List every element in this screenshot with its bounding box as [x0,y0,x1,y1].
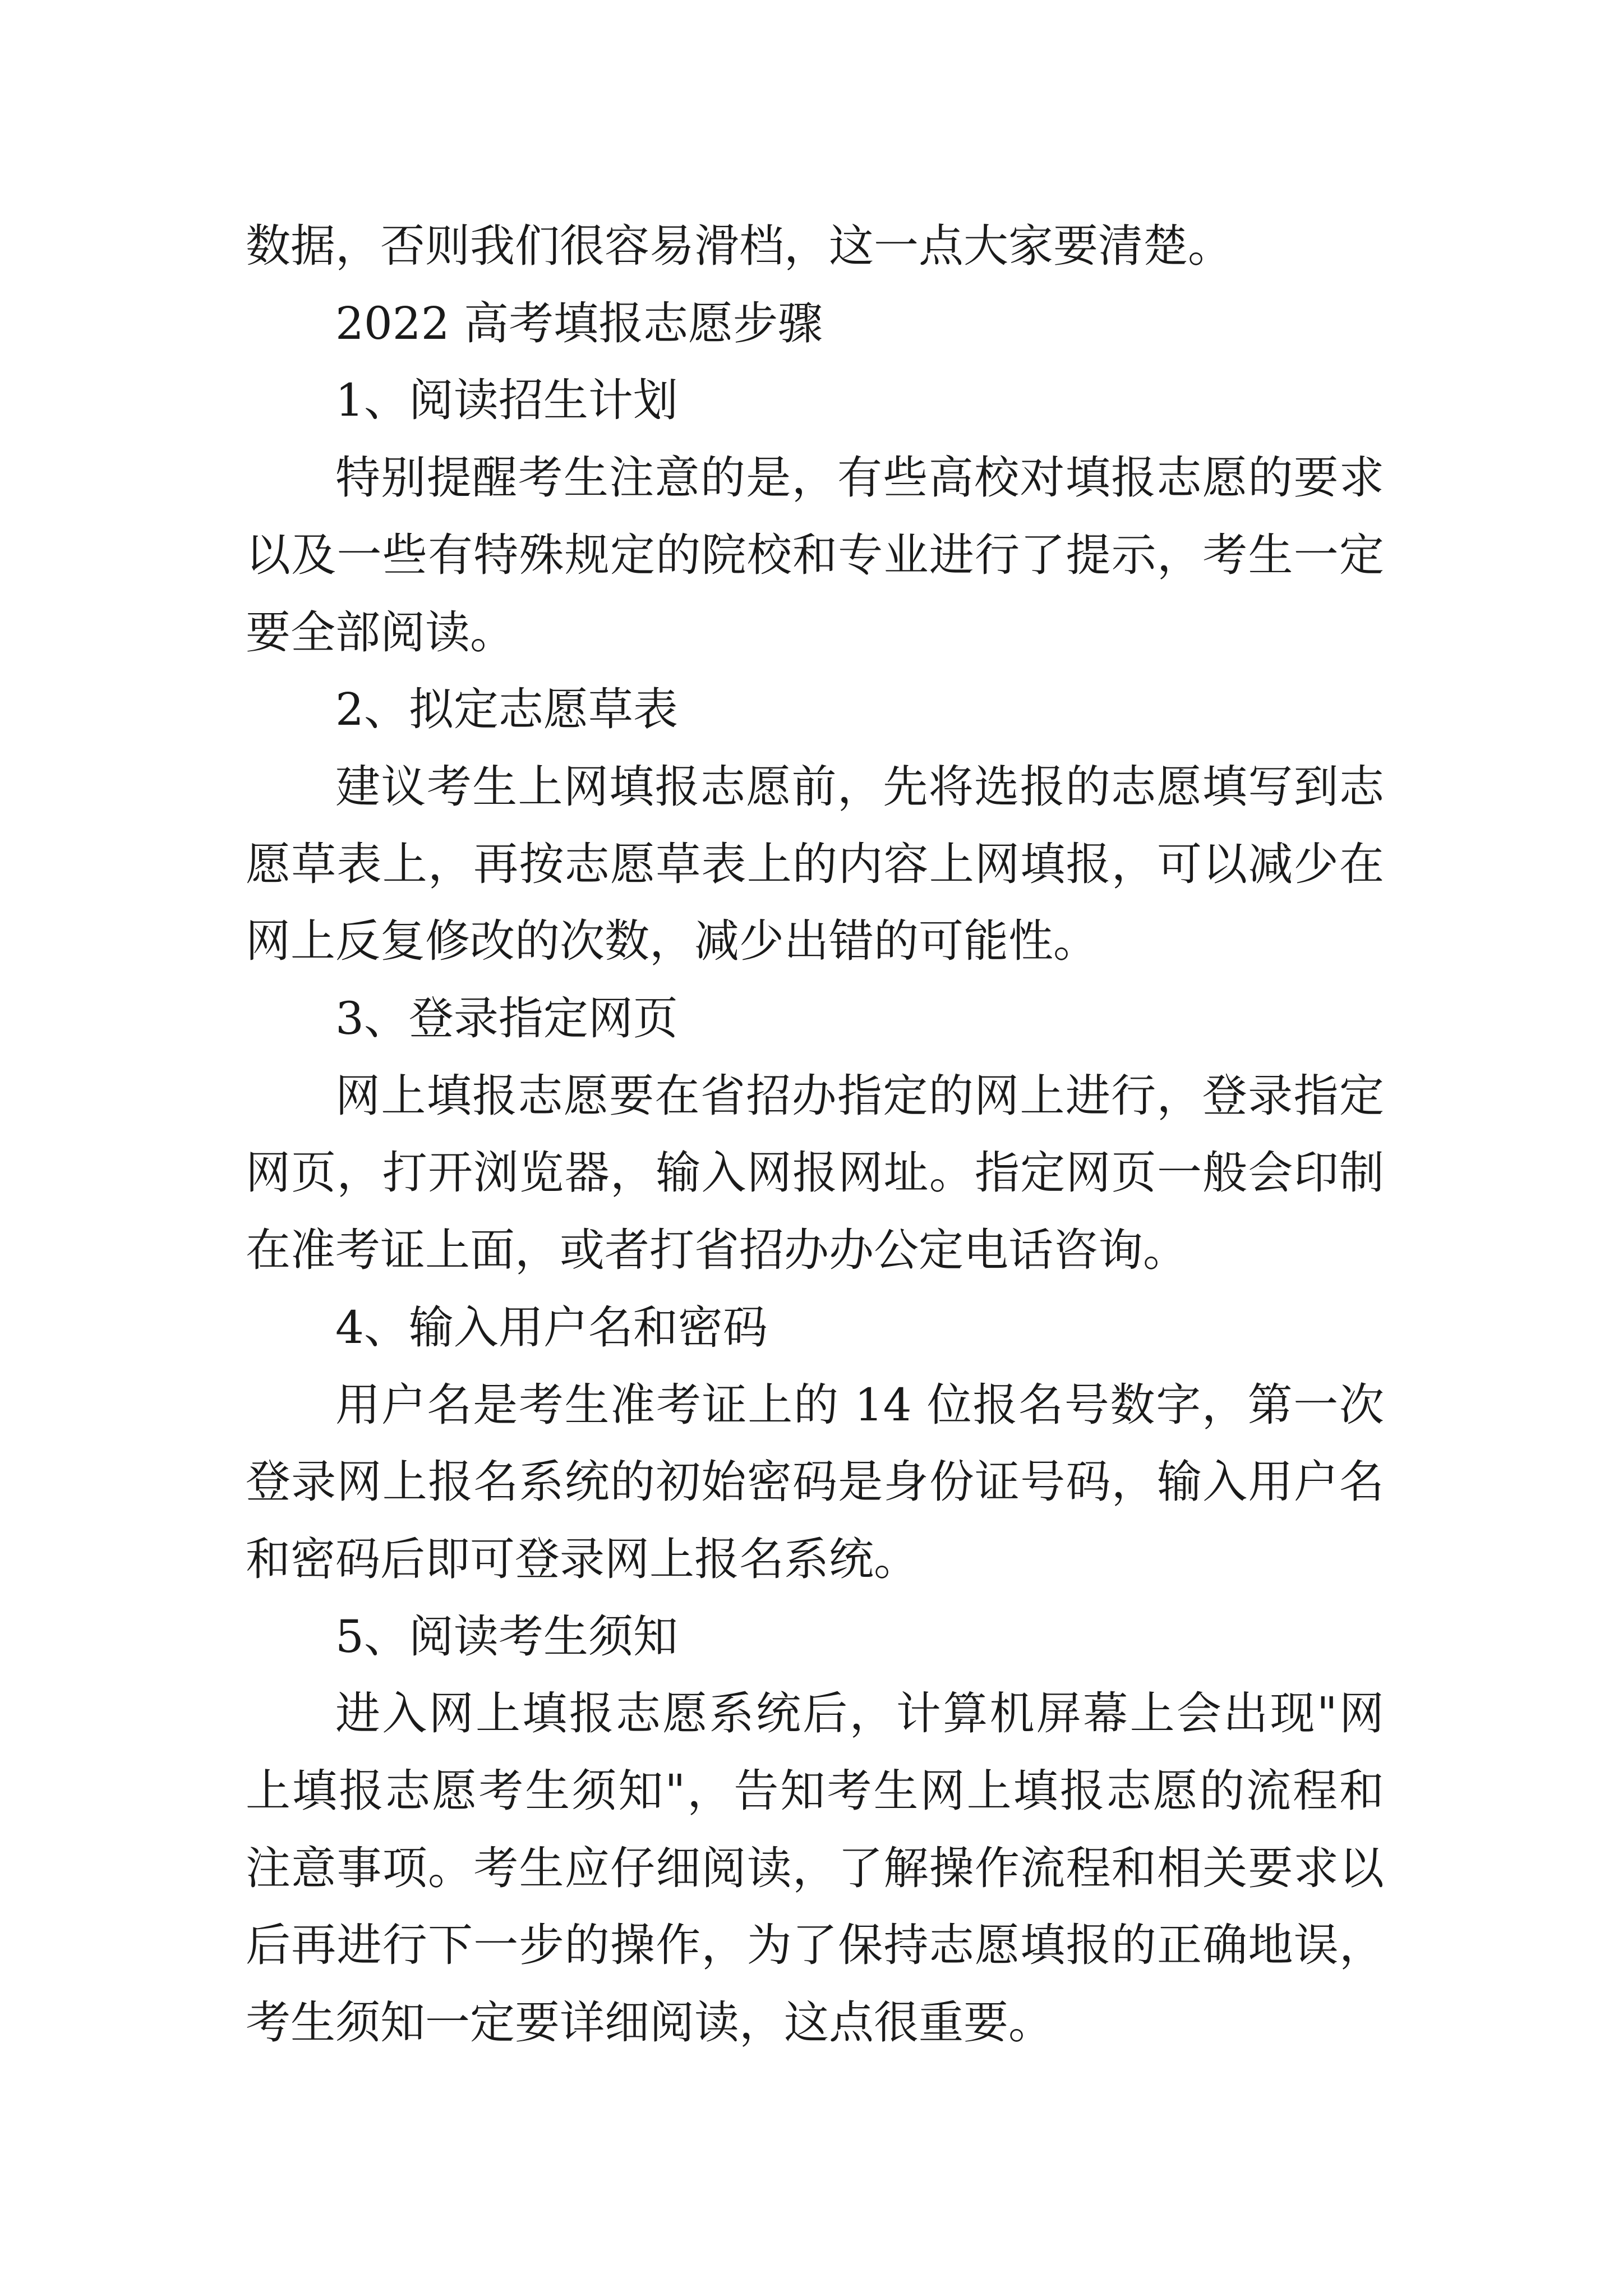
step-body-4: 用户名是考生准考证上的 14 位报名号数字，第一次登录网上报名系统的初始密码是身份证号码，输入用户名和密码后即可登录网上报名系统。 [246,1378,1384,1585]
step-heading-5: 5、阅读考生须知 [335,1610,678,1663]
step-body-3: 网上填报志愿要在省招办指定的网上进行，登录指定网页，打开浏览器，输入网报网址。指定网页一般会印制在准考证上面，或者打省招办办公定电话咨询。 [246,1069,1384,1277]
section-heading: 2022 高考填报志愿步骤 [335,297,823,349]
step-body-2: 建议考生上网填报志愿前，先将选报的志愿填写到志愿草表上，再按志愿草表上的内容上网填报，可以减少在网上反复修改的次数，减少出错的可能性。 [246,760,1384,968]
step-heading-3: 3、登录指定网页 [335,992,678,1045]
document-body [246,208,1384,2062]
step-heading-2: 2、拟定志愿草表 [335,683,678,736]
step-body-1: 特别提醒考生注意的是，有些高校对填报志愿的要求以及一些有特殊规定的院校和专业进行了提示，考生一定要全部阅读。 [246,452,1384,659]
continuation-paragraph: 数据，否则我们很容易滑档，这一点大家要清楚。 [246,220,1233,272]
step-heading-4: 4、输入用户名和密码 [335,1301,768,1354]
step-heading-1: 1、阅读招生计划 [335,374,678,427]
step-body-5: 进入网上填报志愿系统后，计算机屏幕上会出现"网上填报志愿考生须知"，告知考生网上填报志愿的流程和注意事项。考生应仔细阅读，了解操作流程和相关要求以后再进行下一步的操作，为了保持志愿填报的正确地误，考生须知一定要详细阅读，这点很重要。 [246,1687,1384,2049]
